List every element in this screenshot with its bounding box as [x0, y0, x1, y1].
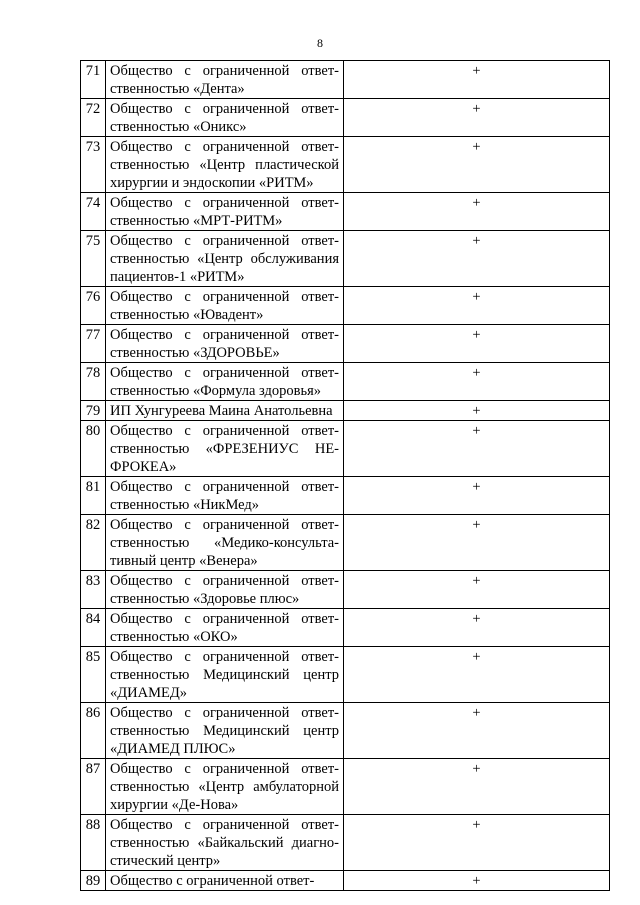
organization-name — [106, 421, 344, 477]
organization-name — [106, 99, 344, 137]
table-row — [81, 609, 610, 647]
organization-name-line: ственностью «ФРЕЗЕНИУС НЕ- — [110, 441, 339, 457]
table-row — [81, 759, 610, 815]
organization-name-line: Общество с ограниченной ответ- — [110, 195, 339, 211]
organization-name-line: Общество с ограниченной ответ- — [110, 573, 339, 589]
organization-name — [106, 871, 344, 891]
status-mark: + — [344, 421, 610, 477]
organization-name-line: ственностью «ЗДОРОВЬЕ» — [110, 345, 280, 361]
status-mark: + — [344, 99, 610, 137]
table-row — [81, 231, 610, 287]
organization-name-line: ственностью «Ювадент» — [110, 307, 264, 323]
organization-name-line: ственностью «Байкальский диагно- — [110, 835, 339, 851]
organization-name-line: хирургии и эндоскопии «РИТМ» — [110, 175, 314, 191]
status-mark: + — [344, 703, 610, 759]
table-row — [81, 99, 610, 137]
organization-name — [106, 287, 344, 325]
row-number: 84 — [81, 609, 106, 647]
organization-name-line: ственностью «Формула здоровья» — [110, 383, 321, 399]
organization-name-line: Общество с ограниченной ответ- — [110, 817, 339, 833]
status-mark: + — [344, 759, 610, 815]
organization-name-line: Общество с ограниченной ответ- — [110, 517, 339, 533]
organization-name-line: ственностью «Центр амбулаторной — [110, 779, 339, 795]
organization-name-line: Общество с ограниченной ответ- — [110, 423, 339, 439]
row-number: 77 — [81, 325, 106, 363]
row-number: 71 — [81, 61, 106, 99]
organization-name-line: ственностью «Центр пластической — [110, 157, 339, 173]
organization-name-line: ственностью «Центр обслуживания — [110, 251, 339, 267]
status-mark: + — [344, 871, 610, 891]
organization-name-line: Общество с ограниченной ответ- — [110, 649, 339, 665]
row-number: 75 — [81, 231, 106, 287]
organization-name-line: ИП Хунгуреева Маина Анатольевна — [110, 403, 333, 419]
status-mark: + — [344, 363, 610, 401]
status-mark: + — [344, 477, 610, 515]
status-mark: + — [344, 193, 610, 231]
table-row — [81, 515, 610, 571]
row-number: 78 — [81, 363, 106, 401]
table-row — [81, 815, 610, 871]
organization-name-line: Общество с ограниченной ответ- — [110, 289, 339, 305]
organization-name-line: ственностью «НикМед» — [110, 497, 260, 513]
organization-name-line: ственностью «Медико-консульта- — [110, 535, 339, 551]
row-number: 80 — [81, 421, 106, 477]
table-row — [81, 421, 610, 477]
organization-name-line: Общество с ограниченной ответ- — [110, 101, 339, 117]
organization-name-line: ственностью «Оникс» — [110, 119, 247, 135]
row-number: 89 — [81, 871, 106, 891]
organization-name-line: «ДИАМЕД ПЛЮС» — [110, 741, 236, 757]
row-number: 85 — [81, 647, 106, 703]
organization-name-line: Общество с ограниченной ответ- — [110, 233, 339, 249]
table-row — [81, 647, 610, 703]
organization-name-line: «ДИАМЕД» — [110, 685, 187, 701]
organization-name-line: Общество с ограниченной ответ- — [110, 611, 339, 627]
organization-name-line: хирургии «Де-Нова» — [110, 797, 239, 813]
organization-name-line: Общество с ограниченной ответ- — [110, 761, 339, 777]
row-number: 72 — [81, 99, 106, 137]
organization-name-line: Общество с ограниченной ответ- — [110, 365, 339, 381]
table-row — [81, 137, 610, 193]
row-number: 87 — [81, 759, 106, 815]
organization-name-line: тивный центр «Венера» — [110, 553, 258, 569]
status-mark: + — [344, 287, 610, 325]
row-number: 82 — [81, 515, 106, 571]
table-row — [81, 61, 610, 99]
organization-name-line: стический центр» — [110, 853, 221, 869]
organization-name-line: Общество с ограниченной ответ- — [110, 63, 339, 79]
status-mark: + — [344, 231, 610, 287]
organization-name — [106, 137, 344, 193]
status-mark: + — [344, 647, 610, 703]
organization-name-line: пациентов-1 «РИТМ» — [110, 269, 245, 285]
organization-name-line: ственностью «ОКО» — [110, 629, 238, 645]
table-row — [81, 193, 610, 231]
organization-name — [106, 515, 344, 571]
organization-name — [106, 231, 344, 287]
table-row — [81, 703, 610, 759]
organization-name — [106, 571, 344, 609]
organization-name-line: Общество с ограниченной ответ- — [110, 139, 339, 155]
status-mark: + — [344, 515, 610, 571]
table-row — [81, 325, 610, 363]
organization-name-line: Общество с ограниченной ответ- — [110, 479, 339, 495]
status-mark: + — [344, 325, 610, 363]
organizations-table — [80, 60, 610, 891]
organization-name-line: Общество с ограниченной ответ- — [110, 327, 339, 343]
row-number: 86 — [81, 703, 106, 759]
row-number: 79 — [81, 401, 106, 421]
page-number: 8 — [317, 36, 323, 50]
row-number: 81 — [81, 477, 106, 515]
table-body — [81, 61, 610, 891]
row-number: 83 — [81, 571, 106, 609]
status-mark: + — [344, 815, 610, 871]
table-row — [81, 363, 610, 401]
table-row — [81, 571, 610, 609]
organization-name — [106, 363, 344, 401]
organization-name-line: Общество с ограниченной ответ- — [110, 873, 315, 889]
organization-name-line: ственностью Медицинский центр — [110, 667, 339, 683]
table-row — [81, 477, 610, 515]
status-mark: + — [344, 401, 610, 421]
status-mark: + — [344, 609, 610, 647]
row-number: 73 — [81, 137, 106, 193]
organization-name — [106, 759, 344, 815]
organization-name — [106, 61, 344, 99]
organization-name — [106, 609, 344, 647]
organization-name-line: ственностью Медицинский центр — [110, 723, 339, 739]
organization-name — [106, 703, 344, 759]
organization-name-line: ственностью «Дента» — [110, 81, 245, 97]
status-mark: + — [344, 571, 610, 609]
organization-name-line: ФРОКЕА» — [110, 459, 177, 475]
organization-name — [106, 193, 344, 231]
organization-name — [106, 815, 344, 871]
table-row — [81, 871, 610, 891]
organization-name — [106, 325, 344, 363]
organization-name-line: Общество с ограниченной ответ- — [110, 705, 339, 721]
organization-name — [106, 647, 344, 703]
status-mark: + — [344, 137, 610, 193]
row-number: 76 — [81, 287, 106, 325]
row-number: 88 — [81, 815, 106, 871]
status-mark: + — [344, 61, 610, 99]
table-row — [81, 401, 610, 421]
organization-name — [106, 401, 344, 421]
row-number: 74 — [81, 193, 106, 231]
organization-name — [106, 477, 344, 515]
organization-name-line: ственностью «МРТ-РИТМ» — [110, 213, 283, 229]
table-row — [81, 287, 610, 325]
organization-name-line: ственностью «Здоровье плюс» — [110, 591, 300, 607]
